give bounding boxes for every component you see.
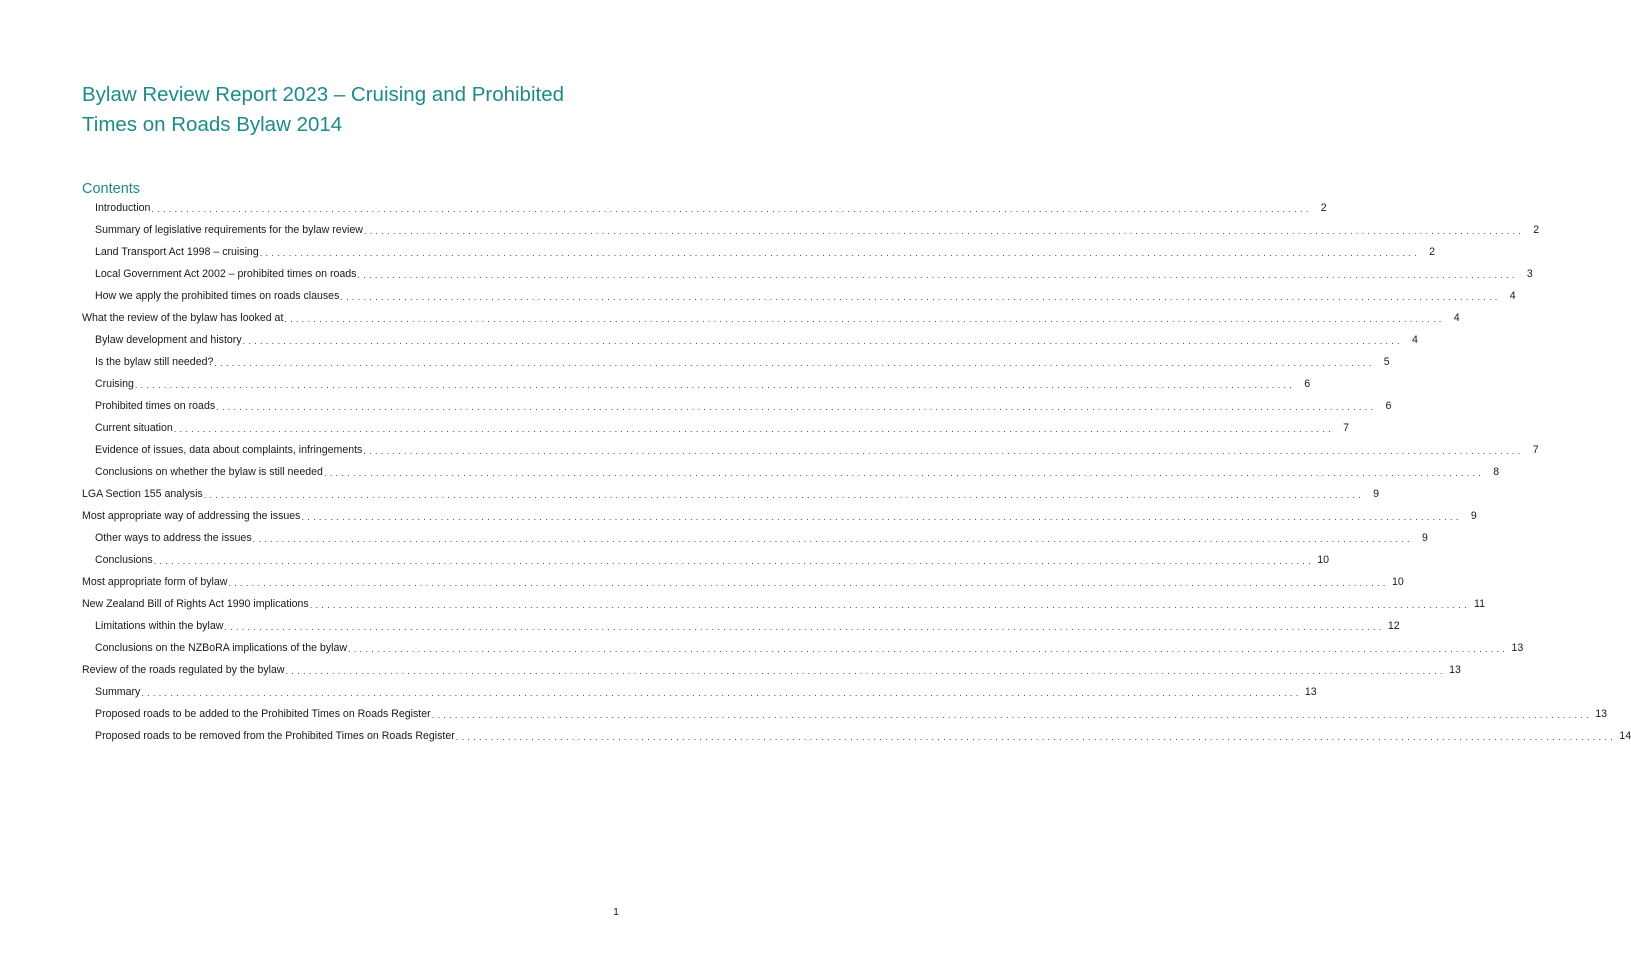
toc-entry-page: 7 — [1532, 444, 1539, 456]
toc-entry[interactable] — [0, 307, 1460, 329]
toc-entry-page: 9 — [1422, 532, 1428, 544]
toc-entry-page: 2 — [1533, 224, 1540, 236]
toc-entry-label: Local Government Act 2002 – prohibited times on roads — [95, 268, 357, 280]
toc-entry-page: 10 — [1391, 576, 1404, 588]
toc-entry-page: 2 — [1320, 202, 1327, 214]
toc-dot-leader: . . . . . . . . . . . . . . . . . . . . . . . . . . . . . . . . . . . . . . . . . . . . . . . . . . . . . . . . . . . . . . . . . . . . . . . . . . . . . . . . . . . . . . . . . . . . . . . . . . . . . . . . . . . . . . . . . . . . . . . . . . . . . . . . . . . . . . . . . . . . . . . . . . . . . . . . . . . . . . . . . . . . . . . . . . . . . . . . . . . . . . . . . . . . . . . . . . . . . . . . — [153, 556, 1312, 566]
toc-entry-label: What the review of the bylaw has looked at — [82, 312, 284, 324]
toc-entry-label: Evidence of issues, data about complaints, infringements — [95, 444, 363, 456]
toc-entry[interactable] — [0, 197, 1327, 219]
toc-dot-leader: . . . . . . . . . . . . . . . . . . . . . . . . . . . . . . . . . . . . . . . . . . . . . . . . . . . . . . . . . . . . . . . . . . . . . . . . . . . . . . . . . . . . . . . . . . . . . . . . . . . . . . . . . . . . . . . . . . . . . . . . . . . . . . . . . . . . . . . . . . . . . . . . . . . . . . . . . . . . . . . . . . . . . . . . . . . . . . . . . . . . . . . . . . . . . . . . . . . . . . . . — [309, 600, 1467, 610]
toc-entry-page: 13 — [1511, 642, 1524, 654]
toc-dot-leader: . . . . . . . . . . . . . . . . . . . . . . . . . . . . . . . . . . . . . . . . . . . . . . . . . . . . . . . . . . . . . . . . . . . . . . . . . . . . . . . . . . . . . . . . . . . . . . . . . . . . . . . . . . . . . . . . . . . . . . . . . . . . . . . . . . . . . . . . . . . . . . . . . . . . . . . . . . . . . . . . . . . . . . . . . . . . . . . . . . . . . . . . . . . . . . . . . . . . . . . . — [141, 688, 1299, 698]
toc-entry[interactable] — [0, 571, 1404, 593]
toc-dot-leader: . . . . . . . . . . . . . . . . . . . . . . . . . . . . . . . . . . . . . . . . . . . . . . . . . . . . . . . . . . . . . . . . . . . . . . . . . . . . . . . . . . . . . . . . . . . . . . . . . . . . . . . . . . . . . . . . . . . . . . . . . . . . . . . . . . . . . . . . . . . . . . . . . . . . . . . . . . . . . . . . . . . . . . . . . . . . . . . . . . . . . . . . . . . . . . . . . . . . . . . . — [259, 248, 1418, 258]
toc-entry[interactable] — [0, 395, 1392, 417]
toc-dot-leader: . . . . . . . . . . . . . . . . . . . . . . . . . . . . . . . . . . . . . . . . . . . . . . . . . . . . . . . . . . . . . . . . . . . . . . . . . . . . . . . . . . . . . . . . . . . . . . . . . . . . . . . . . . . . . . . . . . . . . . . . . . . . . . . . . . . . . . . . . . . . . . . . . . . . . . . . . . . . . . . . . . . . . . . . . . . . . . . . . . . . . . . . . . . . . . . . . . . . . . . . — [363, 226, 1522, 236]
toc-entry[interactable] — [0, 615, 1400, 637]
toc-dot-leader: . . . . . . . . . . . . . . . . . . . . . . . . . . . . . . . . . . . . . . . . . . . . . . . . . . . . . . . . . . . . . . . . . . . . . . . . . . . . . . . . . . . . . . . . . . . . . . . . . . . . . . . . . . . . . . . . . . . . . . . . . . . . . . . . . . . . . . . . . . . . . . . . . . . . . . . . . . . . . . . . . . . . . . . . . . . . . . . . . . . . . . . . . . . . . . . . . . . . . . . . — [134, 380, 1293, 390]
toc-entry-label: Is the bylaw still needed? — [95, 356, 214, 368]
document-title: Bylaw Review Report 2023 – Cruising and Prohibited Times on Roads Bylaw 2014 — [82, 83, 565, 136]
toc-entry-page: 7 — [1343, 422, 1350, 434]
toc-entry-page: 8 — [1493, 466, 1500, 478]
toc-dot-leader: . . . . . . . . . . . . . . . . . . . . . . . . . . . . . . . . . . . . . . . . . . . . . . . . . . . . . . . . . . . . . . . . . . . . . . . . . . . . . . . . . . . . . . . . . . . . . . . . . . . . . . . . . . . . . . . . . . . . . . . . . . . . . . . . . . . . . . . . . . . . . . . . . . . . . . . . . . . . . . . . . . . . . . . . . . . . . . . . . . . . . . . . . . . . . . . . . . . . . . . . — [301, 512, 1459, 522]
toc-entry-page: 3 — [1526, 268, 1533, 280]
toc-dot-leader: . . . . . . . . . . . . . . . . . . . . . . . . . . . . . . . . . . . . . . . . . . . . . . . . . . . . . . . . . . . . . . . . . . . . . . . . . . . . . . . . . . . . . . . . . . . . . . . . . . . . . . . . . . . . . . . . . . . . . . . . . . . . . . . . . . . . . . . . . . . . . . . . . . . . . . . . . . . . . . . . . . . . . . . . . . . . . . . . . . . . . . . . . . . . . . . . . . . . . . . . — [431, 710, 1589, 720]
toc-entry-label: Conclusions on whether the bylaw is still needed — [95, 466, 323, 478]
toc-entry-label: Limitations within the bylaw — [95, 620, 224, 632]
toc-entry-label: New Zealand Bill of Rights Act 1990 implications — [82, 598, 309, 610]
toc-entry-label: Summary of legislative requirements for the bylaw review — [95, 224, 363, 236]
toc-entry-label: Review of the roads regulated by the bylaw — [82, 664, 285, 676]
toc-entry-label: Conclusions — [95, 554, 153, 566]
toc-entry-label: Proposed roads to be removed from the Prohibited Times on Roads Register — [95, 730, 455, 742]
toc-entry-label: Other ways to address the issues — [95, 532, 252, 544]
toc-entry-page: 13 — [1595, 708, 1607, 720]
table-of-contents — [0, 197, 1631, 747]
toc-entry[interactable] — [0, 703, 1607, 725]
toc-entry[interactable] — [0, 263, 1533, 285]
toc-entry[interactable] — [0, 505, 1477, 527]
toc-entry-label: LGA Section 155 analysis — [82, 488, 203, 500]
toc-dot-leader: . . . . . . . . . . . . . . . . . . . . . . . . . . . . . . . . . . . . . . . . . . . . . . . . . . . . . . . . . . . . . . . . . . . . . . . . . . . . . . . . . . . . . . . . . . . . . . . . . . . . . . . . . . . . . . . . . . . . . . . . . . . . . . . . . . . . . . . . . . . . . . . . . . . . . . . . . . . . . . . . . . . . . . . . . . . . . . . . . . . . . . . . . . . . . . . . . . . . . . . . — [340, 292, 1498, 302]
toc-entry-page: 5 — [1383, 356, 1390, 368]
toc-dot-leader: . . . . . . . . . . . . . . . . . . . . . . . . . . . . . . . . . . . . . . . . . . . . . . . . . . . . . . . . . . . . . . . . . . . . . . . . . . . . . . . . . . . . . . . . . . . . . . . . . . . . . . . . . . . . . . . . . . . . . . . . . . . . . . . . . . . . . . . . . . . . . . . . . . . . . . . . . . . . . . . . . . . . . . . . . . . . . . . . . . . . . . . . . . . . . . . . . . . . . . . . — [228, 578, 1386, 588]
toc-entry[interactable] — [0, 593, 1485, 615]
toc-dot-leader: . . . . . . . . . . . . . . . . . . . . . . . . . . . . . . . . . . . . . . . . . . . . . . . . . . . . . . . . . . . . . . . . . . . . . . . . . . . . . . . . . . . . . . . . . . . . . . . . . . . . . . . . . . . . . . . . . . . . . . . . . . . . . . . . . . . . . . . . . . . . . . . . . . . . . . . . . . . . . . . . . . . . . . . . . . . . . . . . . . . . . . . . . . . . . . . . . . . . . . . . — [284, 314, 1442, 324]
toc-entry[interactable] — [0, 637, 1524, 659]
toc-entry-label: Most appropriate way of addressing the issues — [82, 510, 301, 522]
toc-entry[interactable] — [0, 527, 1428, 549]
toc-entry-page: 6 — [1385, 400, 1392, 412]
toc-entry-label: Most appropriate form of bylaw — [82, 576, 228, 588]
toc-entry[interactable] — [0, 725, 1631, 747]
toc-entry-page: 13 — [1304, 686, 1317, 698]
toc-entry[interactable] — [0, 417, 1350, 439]
page-number: 1 — [613, 906, 619, 918]
toc-entry-page: 4 — [1509, 290, 1516, 302]
toc-entry[interactable] — [0, 483, 1380, 505]
toc-dot-leader: . . . . . . . . . . . . . . . . . . . . . . . . . . . . . . . . . . . . . . . . . . . . . . . . . . . . . . . . . . . . . . . . . . . . . . . . . . . . . . . . . . . . . . . . . . . . . . . . . . . . . . . . . . . . . . . . . . . . . . . . . . . . . . . . . . . . . . . . . . . . . . . . . . . . . . . . . . . . . . . . . . . . . . . . . . . . . . . . . . . . . . . . . . . . . . . . . . . . . . . . — [455, 732, 1614, 742]
toc-entry[interactable] — [0, 329, 1418, 351]
toc-entry-page: 14 — [1619, 730, 1631, 742]
toc-entry-label: Cruising — [95, 378, 134, 390]
toc-entry[interactable] — [0, 549, 1330, 571]
toc-entry-label: Land Transport Act 1998 – cruising — [95, 246, 259, 258]
toc-dot-leader: . . . . . . . . . . . . . . . . . . . . . . . . . . . . . . . . . . . . . . . . . . . . . . . . . . . . . . . . . . . . . . . . . . . . . . . . . . . . . . . . . . . . . . . . . . . . . . . . . . . . . . . . . . . . . . . . . . . . . . . . . . . . . . . . . . . . . . . . . . . . . . . . . . . . . . . . . . . . . . . . . . . . . . . . . . . . . . . . . . . . . . . . . . . . . . . . . . . . . . . . — [224, 622, 1382, 632]
toc-entry-page: 9 — [1470, 510, 1477, 522]
toc-dot-leader: . . . . . . . . . . . . . . . . . . . . . . . . . . . . . . . . . . . . . . . . . . . . . . . . . . . . . . . . . . . . . . . . . . . . . . . . . . . . . . . . . . . . . . . . . . . . . . . . . . . . . . . . . . . . . . . . . . . . . . . . . . . . . . . . . . . . . . . . . . . . . . . . . . . . . . . . . . . . . . . . . . . . . . . . . . . . . . . . . . . . . . . . . . . . . . . . . . . . . . . . — [214, 358, 1372, 368]
toc-dot-leader: . . . . . . . . . . . . . . . . . . . . . . . . . . . . . . . . . . . . . . . . . . . . . . . . . . . . . . . . . . . . . . . . . . . . . . . . . . . . . . . . . . . . . . . . . . . . . . . . . . . . . . . . . . . . . . . . . . . . . . . . . . . . . . . . . . . . . . . . . . . . . . . . . . . . . . . . . . . . . . . . . . . . . . . . . . . . . . . . . . . . . . . . . . . . . . . . . . . . . . . . — [285, 666, 1443, 676]
toc-entry-page: 10 — [1317, 554, 1330, 566]
toc-entry-page: 12 — [1387, 620, 1400, 632]
toc-entry-label: Bylaw development and history — [95, 334, 242, 346]
toc-dot-leader: . . . . . . . . . . . . . . . . . . . . . . . . . . . . . . . . . . . . . . . . . . . . . . . . . . . . . . . . . . . . . . . . . . . . . . . . . . . . . . . . . . . . . . . . . . . . . . . . . . . . . . . . . . . . . . . . . . . . . . . . . . . . . . . . . . . . . . . . . . . . . . . . . . . . . . . . . . . . . . . . . . . . . . . . . . . . . . . . . . . . . . . . . . . . . . . . . . . . . . . . — [252, 534, 1410, 544]
contents-heading: Contents — [82, 181, 141, 197]
toc-entry[interactable] — [0, 285, 1516, 307]
toc-dot-leader: . . . . . . . . . . . . . . . . . . . . . . . . . . . . . . . . . . . . . . . . . . . . . . . . . . . . . . . . . . . . . . . . . . . . . . . . . . . . . . . . . . . . . . . . . . . . . . . . . . . . . . . . . . . . . . . . . . . . . . . . . . . . . . . . . . . . . . . . . . . . . . . . . . . . . . . . . . . . . . . . . . . . . . . . . . . . . . . . . . . . . . . . . . . . . . . . . . . . . . . . — [151, 204, 1309, 214]
toc-entry[interactable] — [0, 241, 1436, 263]
toc-entry[interactable] — [0, 439, 1539, 461]
toc-dot-leader: . . . . . . . . . . . . . . . . . . . . . . . . . . . . . . . . . . . . . . . . . . . . . . . . . . . . . . . . . . . . . . . . . . . . . . . . . . . . . . . . . . . . . . . . . . . . . . . . . . . . . . . . . . . . . . . . . . . . . . . . . . . . . . . . . . . . . . . . . . . . . . . . . . . . . . . . . . . . . . . . . . . . . . . . . . . . . . . . . . . . . . . . . . . . . . . . . . . . . . . . — [203, 490, 1362, 500]
toc-entry-label: Current situation — [95, 422, 173, 434]
toc-entry-page: 2 — [1429, 246, 1436, 258]
toc-dot-leader: . . . . . . . . . . . . . . . . . . . . . . . . . . . . . . . . . . . . . . . . . . . . . . . . . . . . . . . . . . . . . . . . . . . . . . . . . . . . . . . . . . . . . . . . . . . . . . . . . . . . . . . . . . . . . . . . . . . . . . . . . . . . . . . . . . . . . . . . . . . . . . . . . . . . . . . . . . . . . . . . . . . . . . . . . . . . . . . . . . . . . . . . . . . . . . . . . . . . . . . . — [242, 336, 1400, 346]
toc-entry[interactable] — [0, 461, 1500, 483]
toc-entry-page: 13 — [1449, 664, 1461, 676]
toc-entry-page: 11 — [1474, 598, 1485, 610]
toc-entry-label: Summary — [95, 686, 141, 698]
toc-dot-leader: . . . . . . . . . . . . . . . . . . . . . . . . . . . . . . . . . . . . . . . . . . . . . . . . . . . . . . . . . . . . . . . . . . . . . . . . . . . . . . . . . . . . . . . . . . . . . . . . . . . . . . . . . . . . . . . . . . . . . . . . . . . . . . . . . . . . . . . . . . . . . . . . . . . . . . . . . . . . . . . . . . . . . . . . . . . . . . . . . . . . . . . . . . . . . . . . . . . . . . . . — [323, 468, 1482, 478]
toc-entry-page: 6 — [1304, 378, 1311, 390]
toc-entry[interactable] — [0, 219, 1540, 241]
toc-entry-label: How we apply the prohibited times on roads clauses — [95, 290, 340, 302]
toc-entry-page: 4 — [1453, 312, 1460, 324]
toc-entry-label: Introduction — [95, 202, 151, 214]
toc-entry[interactable] — [0, 373, 1311, 395]
toc-dot-leader: . . . . . . . . . . . . . . . . . . . . . . . . . . . . . . . . . . . . . . . . . . . . . . . . . . . . . . . . . . . . . . . . . . . . . . . . . . . . . . . . . . . . . . . . . . . . . . . . . . . . . . . . . . . . . . . . . . . . . . . . . . . . . . . . . . . . . . . . . . . . . . . . . . . . . . . . . . . . . . . . . . . . . . . . . . . . . . . . . . . . . . . . . . . . . . . . . . . . . . . . — [348, 644, 1506, 654]
toc-entry-page: 9 — [1373, 488, 1380, 500]
toc-entry-label: Conclusions on the NZBoRA implications of the bylaw — [95, 642, 348, 654]
toc-entry-label: Prohibited times on roads — [95, 400, 216, 412]
toc-dot-leader: . . . . . . . . . . . . . . . . . . . . . . . . . . . . . . . . . . . . . . . . . . . . . . . . . . . . . . . . . . . . . . . . . . . . . . . . . . . . . . . . . . . . . . . . . . . . . . . . . . . . . . . . . . . . . . . . . . . . . . . . . . . . . . . . . . . . . . . . . . . . . . . . . . . . . . . . . . . . . . . . . . . . . . . . . . . . . . . . . . . . . . . . . . . . . . . . . . . . . . . . — [357, 270, 1515, 280]
toc-dot-leader: . . . . . . . . . . . . . . . . . . . . . . . . . . . . . . . . . . . . . . . . . . . . . . . . . . . . . . . . . . . . . . . . . . . . . . . . . . . . . . . . . . . . . . . . . . . . . . . . . . . . . . . . . . . . . . . . . . . . . . . . . . . . . . . . . . . . . . . . . . . . . . . . . . . . . . . . . . . . . . . . . . . . . . . . . . . . . . . . . . . . . . . . . . . . . . . . . . . . . . . . — [216, 402, 1374, 412]
toc-entry-label: Proposed roads to be added to the Prohibited Times on Roads Register — [95, 708, 431, 720]
toc-dot-leader: . . . . . . . . . . . . . . . . . . . . . . . . . . . . . . . . . . . . . . . . . . . . . . . . . . . . . . . . . . . . . . . . . . . . . . . . . . . . . . . . . . . . . . . . . . . . . . . . . . . . . . . . . . . . . . . . . . . . . . . . . . . . . . . . . . . . . . . . . . . . . . . . . . . . . . . . . . . . . . . . . . . . . . . . . . . . . . . . . . . . . . . . . . . . . . . . . . . . . . . . — [173, 424, 1332, 434]
toc-entry[interactable] — [0, 659, 1461, 681]
toc-dot-leader: . . . . . . . . . . . . . . . . . . . . . . . . . . . . . . . . . . . . . . . . . . . . . . . . . . . . . . . . . . . . . . . . . . . . . . . . . . . . . . . . . . . . . . . . . . . . . . . . . . . . . . . . . . . . . . . . . . . . . . . . . . . . . . . . . . . . . . . . . . . . . . . . . . . . . . . . . . . . . . . . . . . . . . . . . . . . . . . . . . . . . . . . . . . . . . . . . . . . . . . . — [363, 446, 1521, 456]
toc-entry[interactable] — [0, 351, 1390, 373]
toc-entry[interactable] — [0, 681, 1317, 703]
toc-entry-page: 4 — [1412, 334, 1418, 346]
